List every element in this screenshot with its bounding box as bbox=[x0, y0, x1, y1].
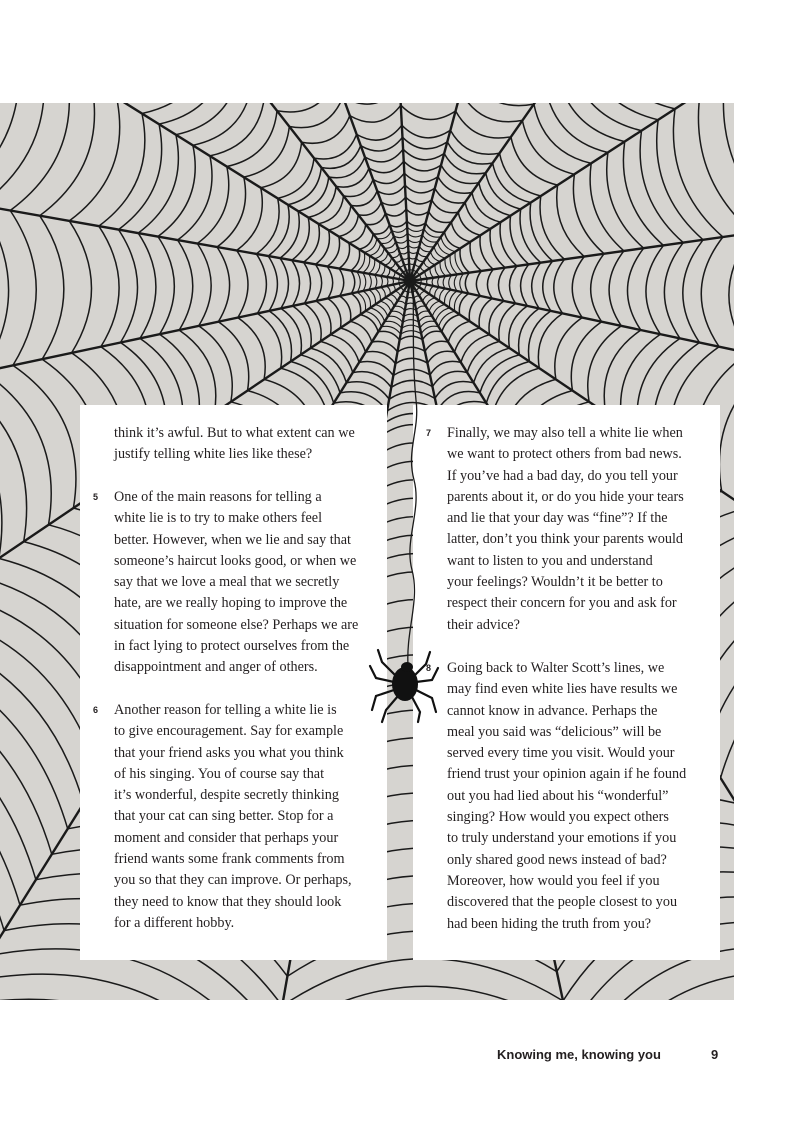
text-line: parents about it, or do you hide your tears bbox=[447, 488, 684, 505]
text-column-right bbox=[413, 405, 720, 960]
text-line: Going back to Walter Scott’s lines, we bbox=[447, 660, 665, 676]
text-column-left bbox=[80, 405, 387, 960]
text-line: One of the main reasons for telling a bbox=[114, 489, 322, 505]
continuation-paragraph bbox=[114, 423, 384, 466]
text-line: for a different hobby. bbox=[114, 914, 235, 931]
text-line: they need to know that they should look bbox=[114, 893, 342, 910]
paragraph-number: 5 bbox=[93, 492, 99, 502]
text-line: friend trust your opinion again if he found bbox=[447, 766, 687, 783]
text-line: think it’s awful. But to what extent can we bbox=[114, 425, 355, 441]
paragraph-6 bbox=[114, 700, 384, 934]
text-line: discovered that the people closest to you bbox=[447, 894, 678, 911]
text-line: Another reason for telling a white lie is bbox=[114, 702, 337, 718]
text-line: respect their concern for you and ask for bbox=[447, 595, 677, 612]
paragraph-7 bbox=[447, 423, 717, 636]
text-line: white lie is to try to make others feel bbox=[114, 510, 323, 527]
text-line: latter, don’t you think your parents would bbox=[447, 531, 683, 548]
text-line: in fact lying to protect ourselves from the bbox=[114, 638, 350, 655]
text-line: Finally, we may also tell a white lie when bbox=[447, 425, 683, 441]
text-line: meal you said was “delicious” will be bbox=[447, 723, 662, 740]
page-number: 9 bbox=[711, 1047, 719, 1062]
text-line: say that we love a meal that we secretly bbox=[114, 574, 340, 591]
web-spoke bbox=[410, 114, 734, 281]
text-line: moment and consider that perhaps your bbox=[114, 829, 339, 846]
text-line: situation for someone else? Perhaps we are bbox=[114, 616, 359, 633]
paragraph-5 bbox=[114, 487, 384, 679]
text-line: want to listen to you and understand bbox=[447, 552, 653, 569]
text-line: only shared good news instead of bad? bbox=[447, 851, 667, 868]
text-line: cannot know in advance. Perhaps the bbox=[447, 702, 658, 719]
text-line: singing? How would you expect others bbox=[447, 809, 669, 826]
paragraph-number: 7 bbox=[426, 428, 432, 438]
text-line: and lie that your day was “fine”? If the bbox=[447, 510, 668, 527]
text-line: justify telling white lies like these? bbox=[114, 446, 313, 463]
text-line: disappointment and anger of others. bbox=[114, 659, 318, 676]
text-line: Moreover, how would you feel if you bbox=[447, 872, 660, 889]
text-line: it’s wonderful, despite secretly thinking bbox=[114, 787, 339, 804]
text-line: served every time you visit. Would your bbox=[447, 745, 675, 762]
text-line: had been hiding the truth from you? bbox=[447, 915, 652, 932]
text-line: that your friend asks you what you think bbox=[114, 744, 344, 761]
paragraph-8 bbox=[447, 658, 717, 935]
text-line: better. However, when we lie and say that bbox=[114, 531, 351, 548]
text-line: that your cat can sing better. Stop for a bbox=[114, 808, 334, 825]
text-line: to truly understand your emotions if you bbox=[447, 830, 677, 847]
text-line: friend wants some frank comments from bbox=[114, 851, 345, 868]
text-line: out you had lied about his “wonderful” bbox=[447, 787, 669, 804]
text-line: we want to protect others from bad news. bbox=[447, 446, 682, 463]
paragraph-number: 6 bbox=[93, 705, 99, 715]
text-line: someone’s haircut looks good, or when we bbox=[114, 552, 357, 569]
text-line: may find even white lies have results we bbox=[447, 681, 678, 698]
text-line: you so that they can improve. Or perhaps, bbox=[114, 872, 352, 889]
text-line: to give encouragement. Say for example bbox=[114, 723, 344, 740]
text-line: of his singing. You of course say that bbox=[114, 765, 325, 782]
text-line: If you’ve had a bad day, do you tell your bbox=[447, 467, 678, 484]
running-footer-title: Knowing me, knowing you bbox=[497, 1047, 661, 1062]
paragraph-number: 8 bbox=[426, 663, 432, 673]
text-line: their advice? bbox=[447, 616, 520, 633]
text-line: hate, are we really hoping to improve the bbox=[114, 595, 348, 612]
text-line: your feelings? Wouldn’t it be better to bbox=[447, 574, 663, 591]
